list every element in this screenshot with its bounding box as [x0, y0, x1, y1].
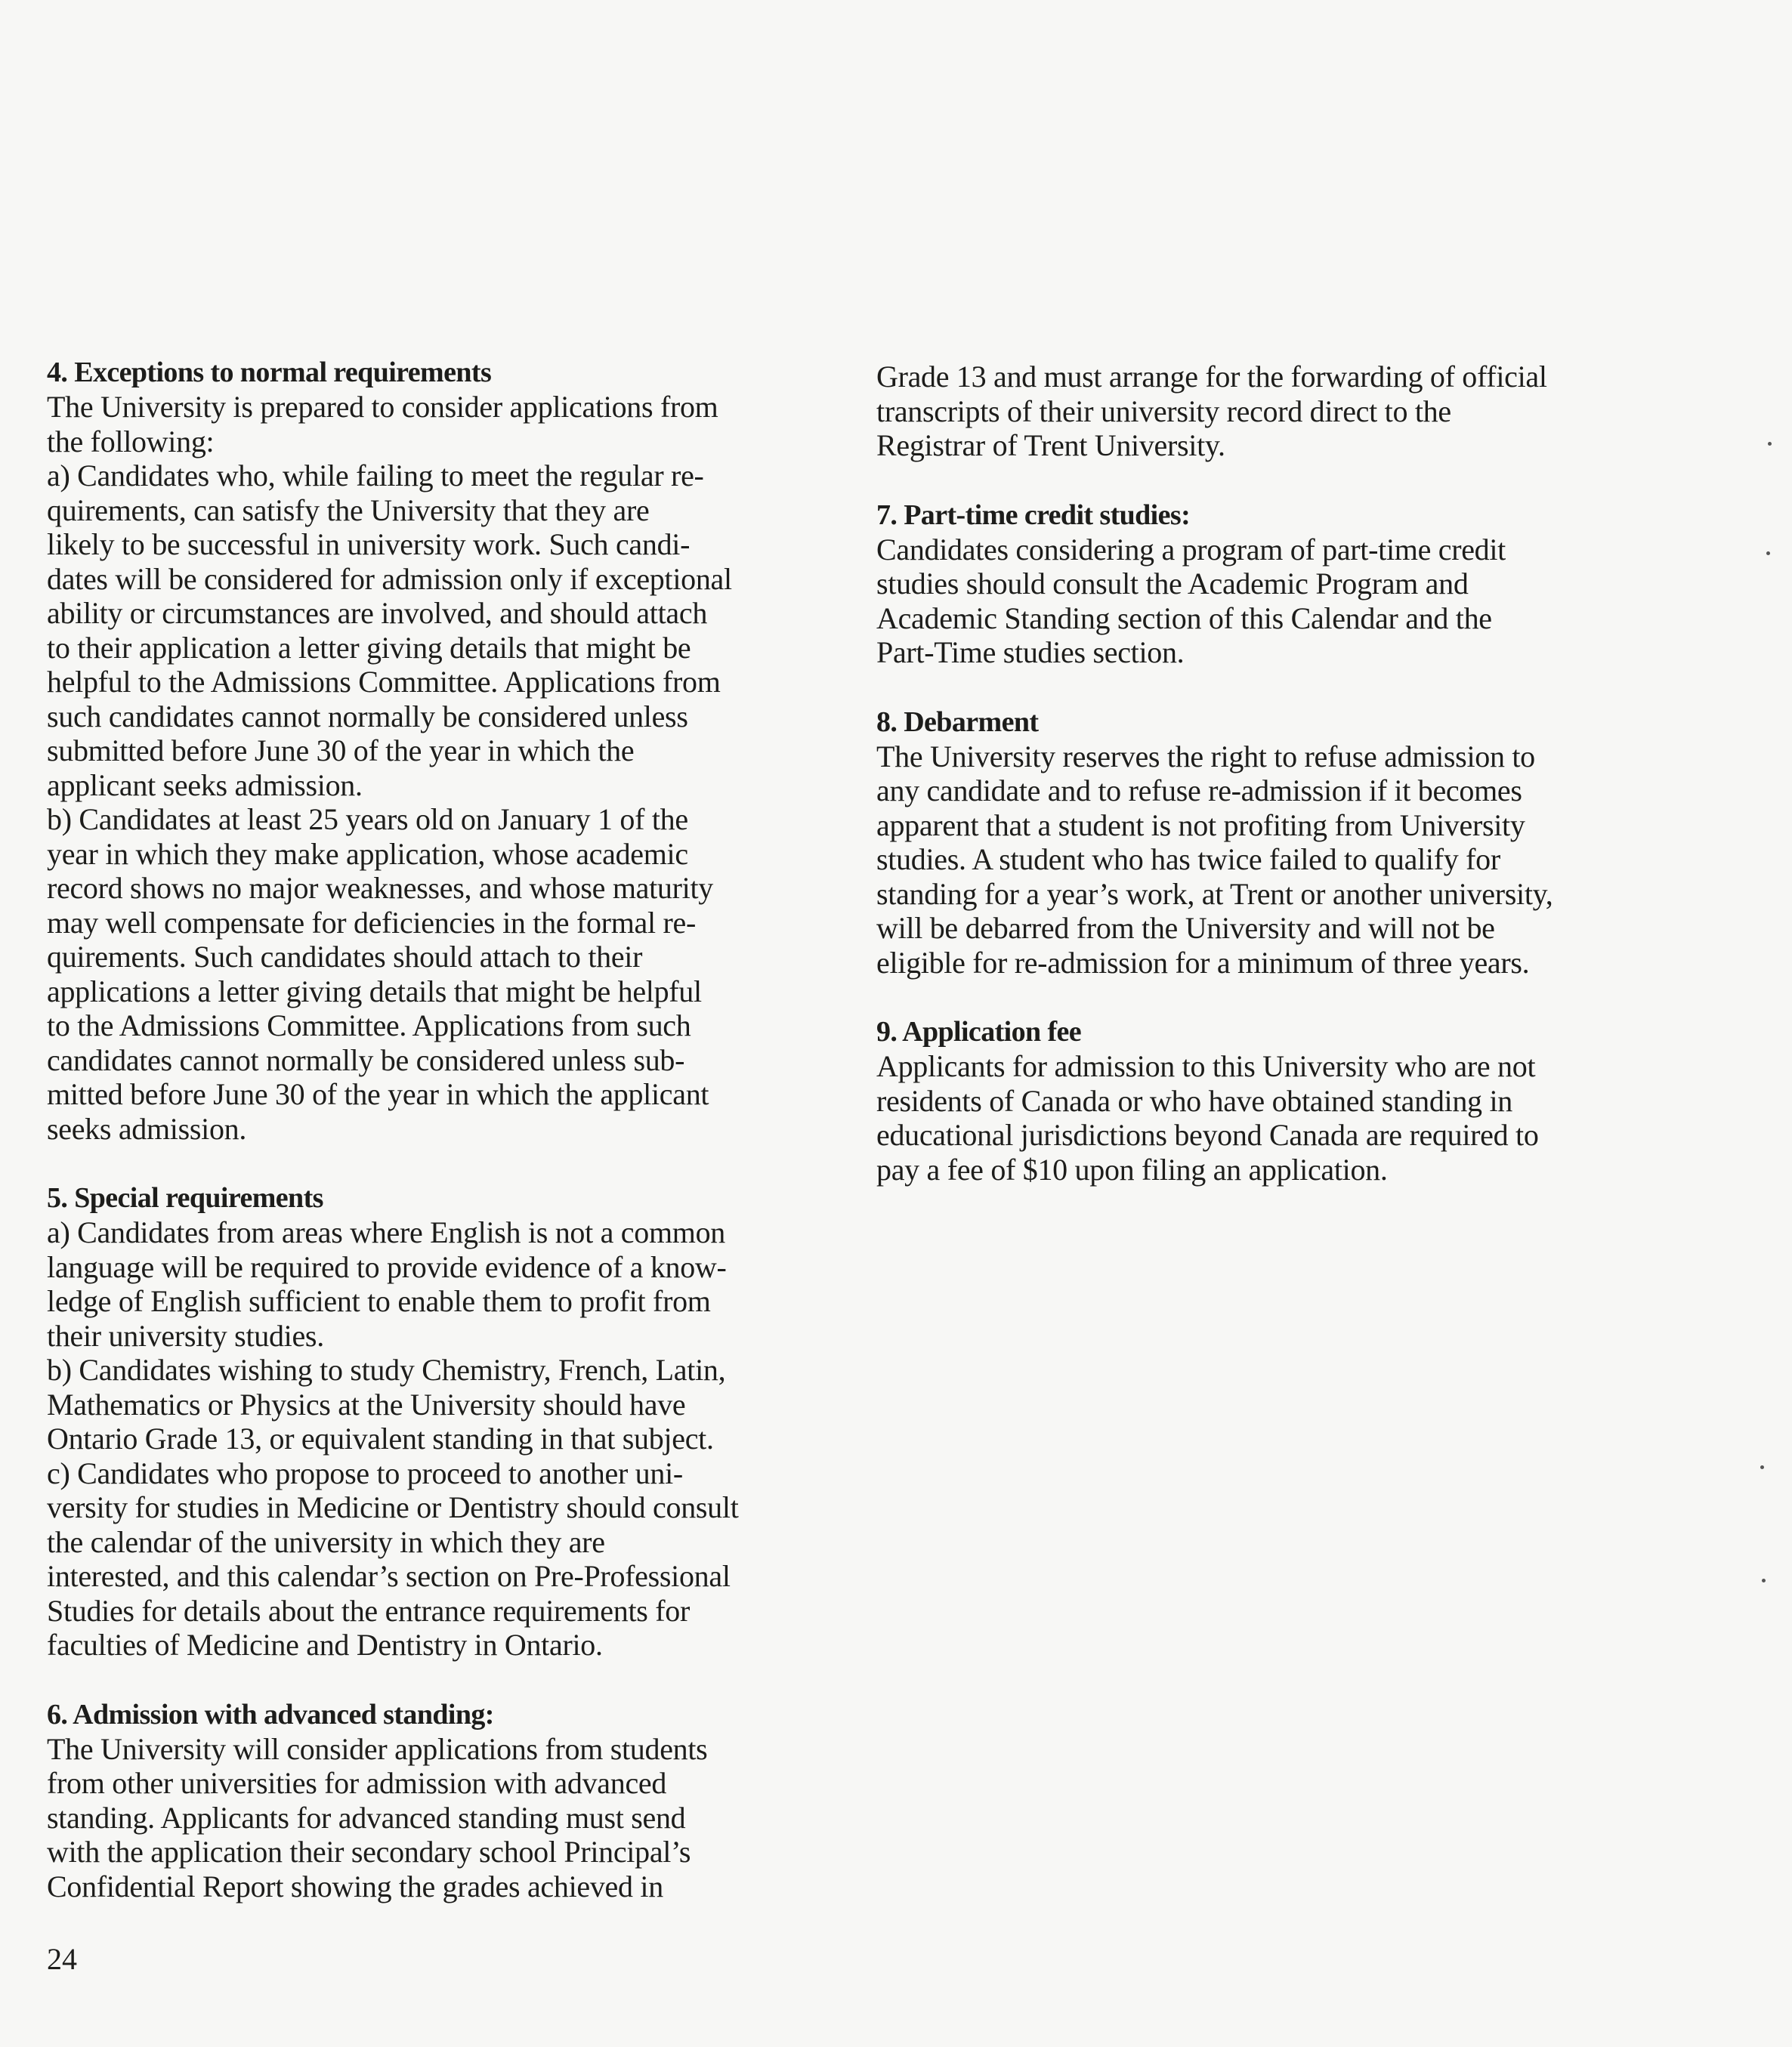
scan-speck: [1768, 442, 1772, 446]
paragraph: b) Candidates at least 25 years old on January 1 of the year in which they make application, whose academic record shows no major weaknesses, and whose maturity may well compensate for deficiencies in the formal re- quirements. Such candidates should attach to their applications a letter giving details that might be helpful to the Admissions Committee. Applications from such candidates cannot normally be considered unless sub- mitted before June 30 of the year in which the applicant seeks admission.: [47, 802, 713, 1146]
section-heading: 8. Debarment: [876, 705, 1039, 738]
paragraph: b) Candidates wishing to study Chemistry, French, Latin, Mathematics or Physics at the University should have Ontario Grade 13, or equivalent standing in that subject.: [47, 1353, 726, 1456]
section-part-time: [876, 498, 1677, 670]
paragraph: The University is prepared to consider applications from the following:: [47, 390, 718, 458]
section-debarment: [876, 705, 1677, 980]
paragraph: The University reserves the right to refuse admission to any candidate and to refuse re-admission if it becomes apparent that a student is not profiting from University studies. A student who has twice failed to qualify for standing for a year’s work, at Trent or another university, will be debarred from the University and will not be eligible for re-admission for a minimum of three years.: [876, 739, 1553, 980]
scan-speck: [1762, 1579, 1766, 1582]
right-column: [876, 360, 1677, 1221]
paragraph: c) Candidates who propose to proceed to another uni- versity for studies in Medicine or Dentistry should consult the calendar of the university in which they are interested, and this calendar’s section on Pre-Professional Studies for details about the entrance requirements for faculties of Medicine and Dentistry in Ontario.: [47, 1456, 739, 1662]
section-heading: 5. Special requirements: [47, 1182, 323, 1214]
paragraph: a) Candidates from areas where English is not a common language will be required to provide evidence of a know- ledge of English sufficient to enable them to profit from their university studies.: [47, 1215, 727, 1353]
section-advanced-standing-continued: [876, 360, 1677, 463]
left-column: [47, 355, 848, 1938]
section-advanced-standing: [47, 1697, 848, 1904]
section-heading: 6. Admission with advanced standing:: [47, 1698, 494, 1731]
paragraph: The University will consider applications from students from other universities for admission with advanced standing. Applicants for advanced standing must send with the application their secondary school Principal’s Confidential Report showing the grades achieved in: [47, 1731, 708, 1903]
paragraph: a) Candidates who, while failing to meet the regular re- quirements, can satisfy the University that they are likely to be successful in university work. Such candi- dates will be considered for admission only if exceptional ability or circumstances are involved, and should attach to their application a letter giving details that might be helpful to the Admissions Committee. Applications from such candidates cannot normally be considered unless submitted before June 30 of the year in which the applicant seeks admission.: [47, 458, 732, 802]
paragraph: Grade 13 and must arrange for the forwarding of official transcripts of their university record direct to the Registrar of Trent University.: [876, 360, 1547, 462]
paragraph: Candidates considering a program of part-time credit studies should consult the Academic Program and Academic Standing section of this Calendar and the Part-Time studies section.: [876, 532, 1506, 669]
section-application-fee: [876, 1014, 1677, 1187]
section-heading: 9. Application fee: [876, 1016, 1082, 1048]
scan-speck: [1760, 1465, 1764, 1469]
section-heading: 4. Exceptions to normal requirements: [47, 357, 492, 388]
paragraph: Applicants for admission to this University who are not residents of Canada or who have obtained standing in educational jurisdictions beyond Canada are required to pay a fee of $10 upon filing an application.: [876, 1049, 1539, 1187]
section-exceptions: [47, 355, 848, 1146]
section-heading: 7. Part-time credit studies:: [876, 499, 1191, 531]
section-special-requirements: [47, 1181, 848, 1663]
page-number: 24: [47, 1942, 77, 1976]
scan-speck: [1766, 551, 1770, 555]
